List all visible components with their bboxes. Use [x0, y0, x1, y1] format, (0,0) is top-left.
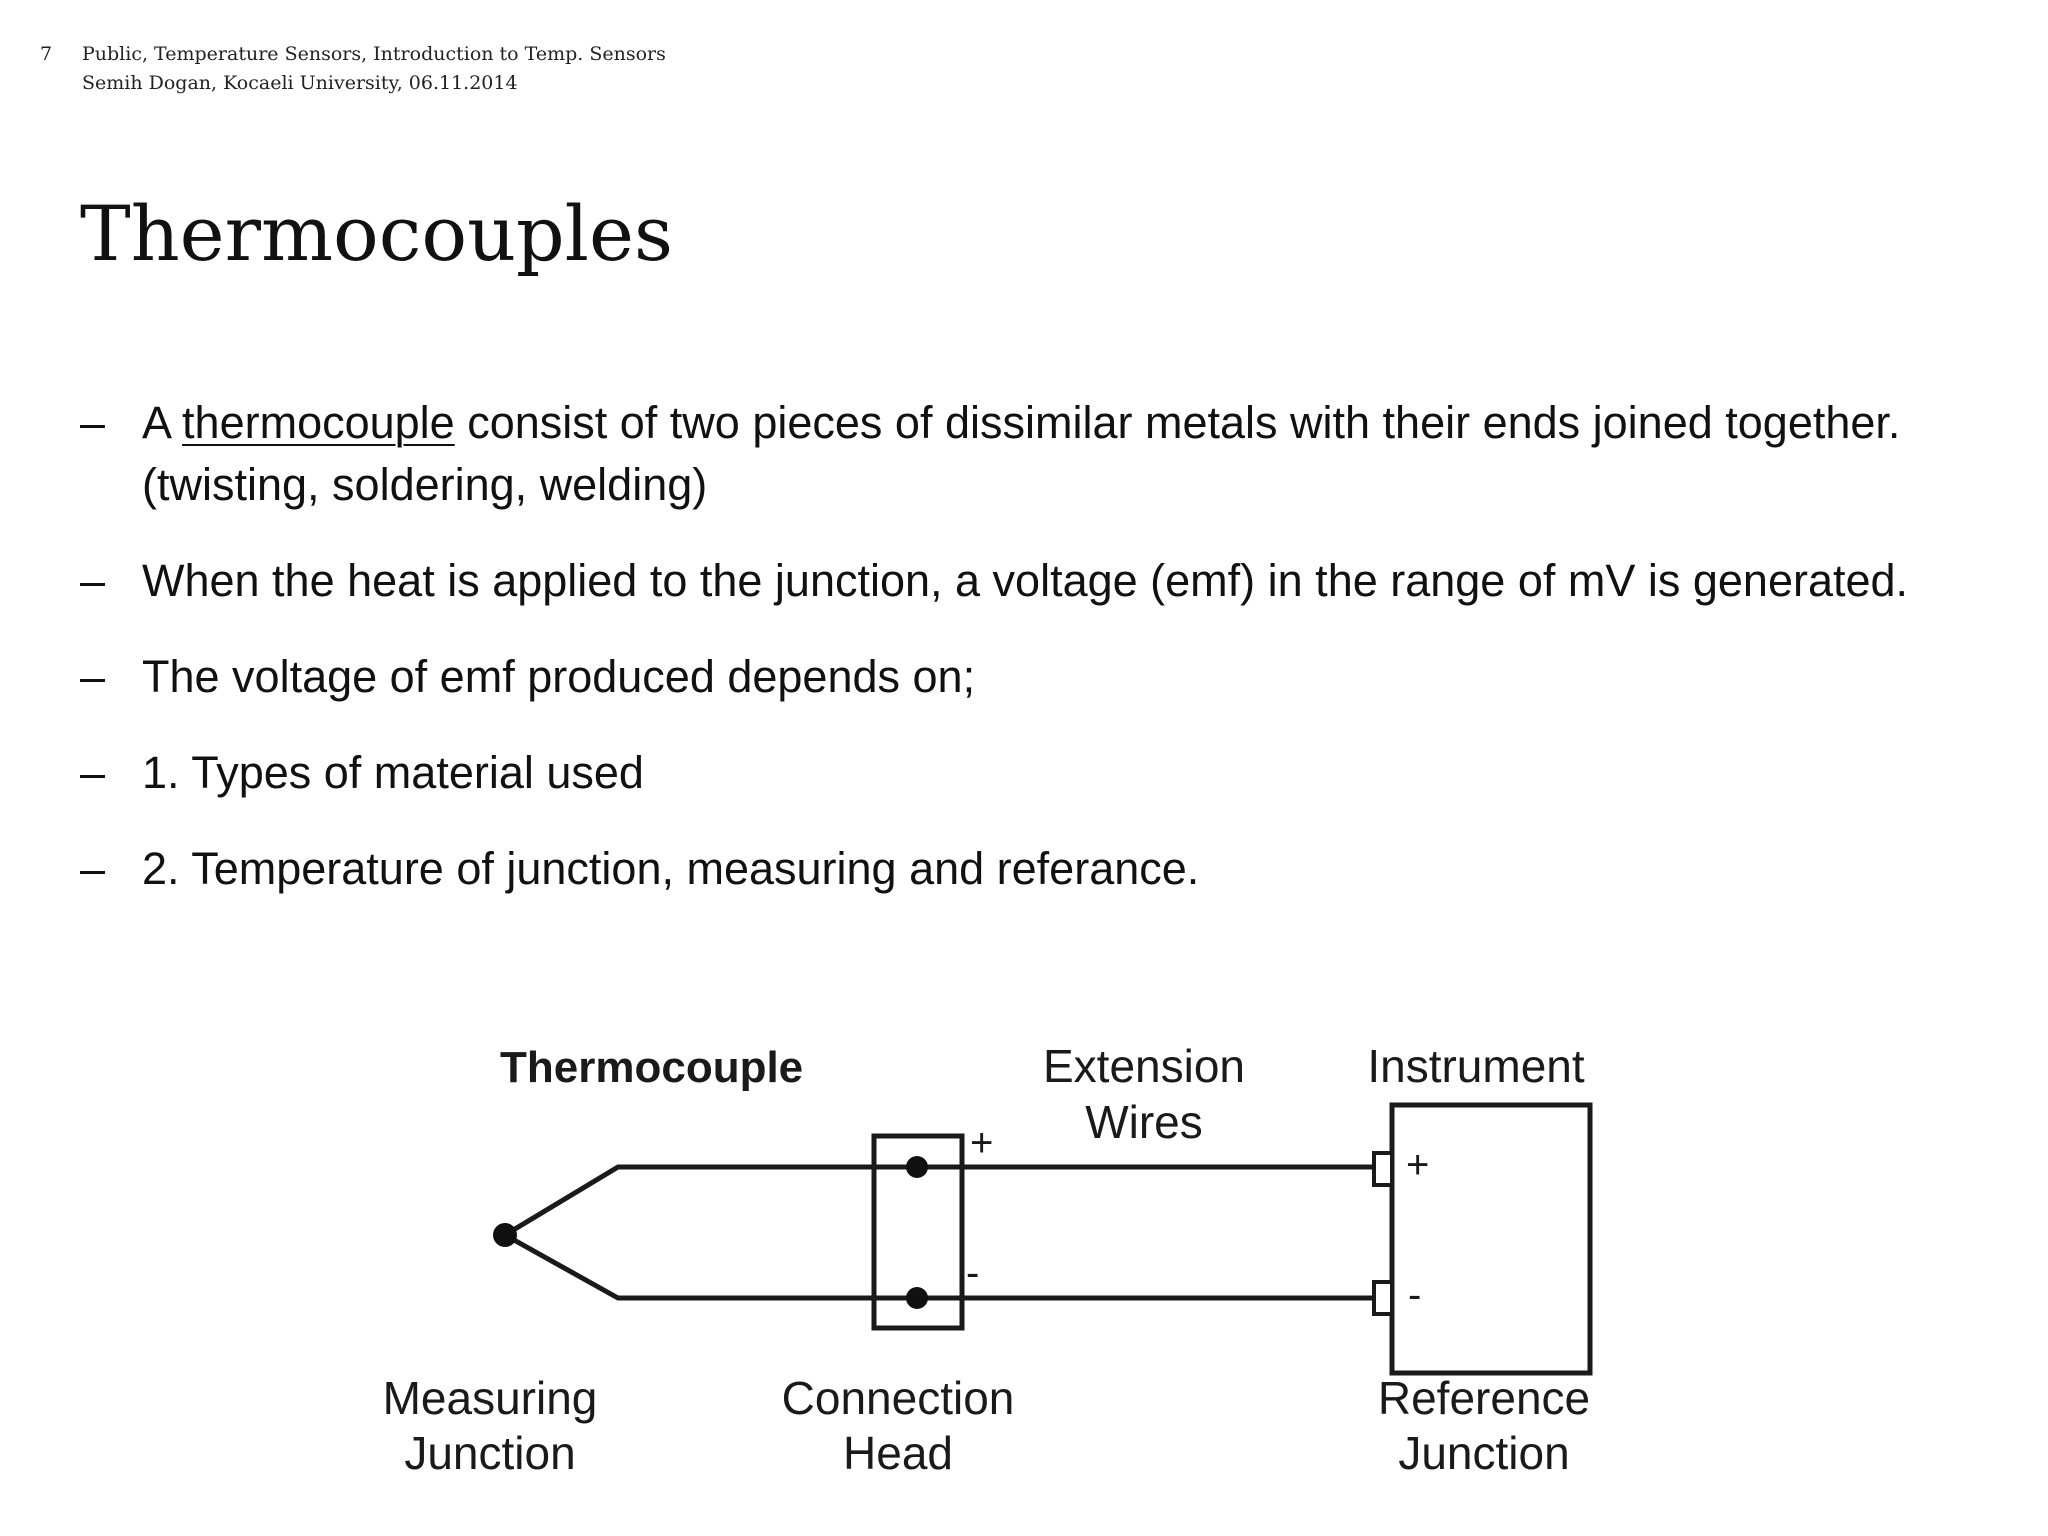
bullet-item	[80, 550, 1980, 612]
header-line-2: Semih Dogan, Kocaeli University, 06.11.2014	[82, 72, 518, 94]
reference-label-2: Junction	[1398, 1427, 1570, 1479]
extension-label-2: Wires	[1085, 1096, 1203, 1148]
bullet-dash: –	[80, 843, 106, 894]
bullet-text	[142, 392, 1980, 516]
bullet-item	[80, 742, 1980, 804]
thermocouple-term: thermocouple	[182, 397, 455, 448]
instrument-plus-sign: +	[1406, 1143, 1430, 1187]
connection-label-1: Connection	[781, 1372, 1015, 1424]
bullet-dash: –	[80, 397, 106, 448]
bullet-text: 1. Types of material used	[142, 747, 644, 798]
instrument-negative-terminal	[1374, 1282, 1392, 1314]
reference-label-1: Reference	[1377, 1372, 1591, 1424]
bullet-item	[80, 646, 1980, 708]
instrument-positive-terminal	[1374, 1153, 1392, 1185]
slide-title: Thermocouples	[80, 189, 673, 278]
instrument-label: Instrument	[1367, 1040, 1585, 1092]
connection-minus-sign: -	[966, 1251, 980, 1295]
connection-head-negative-dot	[906, 1287, 928, 1309]
bullet-item	[80, 392, 1980, 516]
bullet-dash: –	[80, 747, 106, 798]
bullet-item	[80, 838, 1980, 900]
connection-plus-sign: +	[970, 1121, 994, 1165]
measuring-label-1: Measuring	[382, 1372, 598, 1424]
bullet-list	[80, 392, 1980, 934]
bullet-text: The voltage of emf produced depends on;	[142, 651, 976, 702]
positive-wire	[505, 1167, 1374, 1235]
bullet-rest: consist of two pieces of dissimilar metals with their ends joined together. (twisting, soldering, welding)	[142, 397, 1901, 510]
negative-wire	[505, 1235, 1374, 1298]
connection-label-2: Head	[843, 1427, 953, 1479]
connection-head-positive-dot	[906, 1156, 928, 1178]
instrument-minus-sign: -	[1408, 1273, 1422, 1317]
bullet-dash: –	[80, 555, 106, 606]
slide-number: 7	[40, 43, 53, 65]
measuring-junction-dot	[493, 1223, 517, 1247]
bullet-text: When the heat is applied to the junction, a voltage (emf) in the range of mV is generated.	[142, 555, 1909, 606]
header-lines	[82, 40, 666, 98]
thermocouple-label: Thermocouple	[500, 1043, 804, 1092]
header-line-1: Public, Temperature Sensors, Introduction to Temp. Sensors	[82, 43, 666, 65]
connection-head-box	[874, 1136, 962, 1328]
extension-label-1: Extension	[1042, 1040, 1246, 1092]
bullet-text: 2. Temperature of junction, measuring and referance.	[142, 843, 1200, 894]
measuring-label-2: Junction	[404, 1427, 576, 1479]
bullet-dash: –	[80, 651, 106, 702]
bullet-prefix: A	[142, 397, 183, 448]
instrument-box	[1392, 1105, 1590, 1373]
